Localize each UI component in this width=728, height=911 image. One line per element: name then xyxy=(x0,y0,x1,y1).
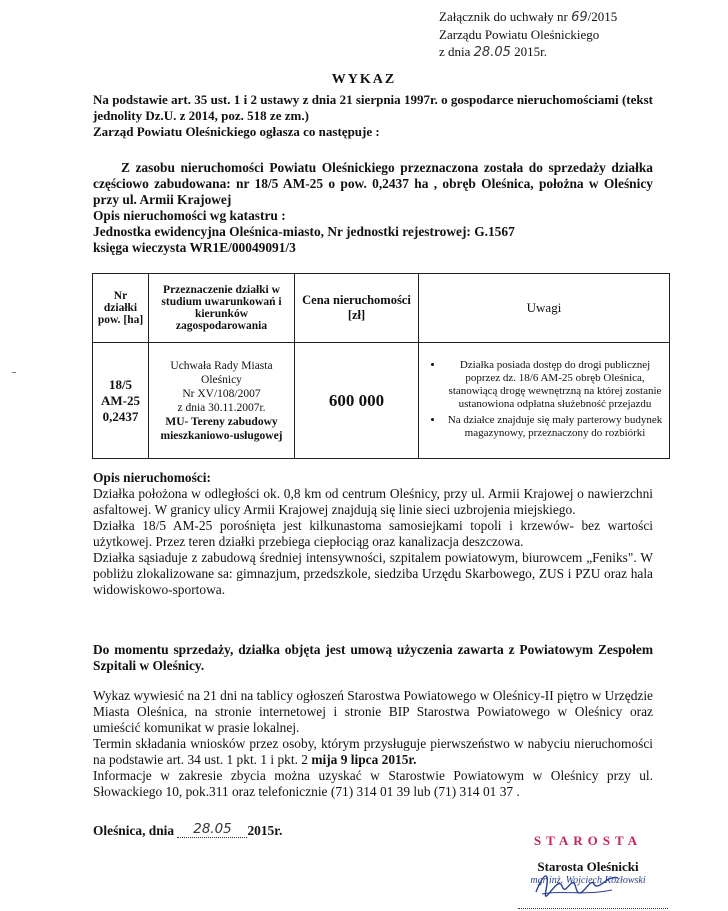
handwritten-signature xyxy=(532,866,622,900)
announcement-line: Zarząd Powiatu Oleśnickiego ogłasza co następuje : xyxy=(93,124,380,139)
cadastre-heading: Opis nieruchomości wg katastru : xyxy=(93,208,286,223)
legal-basis xyxy=(93,92,653,140)
header-plot: Nr działki pow. [ha] xyxy=(93,274,149,343)
deadline-paragraph: Termin składania wniosków przez osoby, którym przysługuje pierwszeństwo w nabyciu nieruchomości na podstawie art. 34 ust. 1 pkt. 1 i pkt. 2 mija 9 lipca 2015r. xyxy=(93,736,653,767)
stamp-person: mgr inż. Wojciech Kozłowski xyxy=(530,875,646,886)
table-header-row xyxy=(93,274,670,343)
property-description xyxy=(93,470,653,598)
attachment-header xyxy=(439,8,617,61)
description-paragraph: Działka położona w odległości ok. 0,8 km od centrum Oleśnicy, przy ul. Armii Krajowej o nawierzchni asfaltowej. W granicy ulicy Armii Krajowej znajdują się linie sieci uzbrojenia miejskiego. xyxy=(93,486,653,517)
place-and-date: Oleśnica, dnia 28.05 2015r. xyxy=(93,822,283,838)
deadline-date: mija 9 lipca 2015r. xyxy=(311,752,417,767)
note-item: • Działka posiada dostęp do drogi publicznej poprzez dz. 18/6 AM-25 obręb Oleśnica, stanowiącą drogę wewnętrzną na której zostanie ustanowiona odpłatna służebność przejazdu xyxy=(444,359,666,411)
land-register: księga wieczysta WR1E/00049091/3 xyxy=(93,240,296,255)
resolution-line: z dnia 30.11.2007r. xyxy=(177,401,266,414)
attachment-line-1: Załącznik do uchwały nr 69/2015 xyxy=(439,9,618,25)
notes-cell xyxy=(419,343,670,459)
resolution-line: Oleśnicy xyxy=(201,373,242,386)
signing-date-handwritten: 28.05 xyxy=(193,822,232,837)
posting-instructions xyxy=(93,688,653,800)
registration-unit: Jednostka ewidencyjna Oleśnica-miasto, Nr jednostki rejestrowej: G.1567 xyxy=(93,224,515,239)
property-table xyxy=(92,273,670,459)
zone-label: MU- Tereny zabudowy mieszkaniowo-usługowej xyxy=(160,415,283,442)
resolution-number-handwritten: 69 xyxy=(571,10,588,25)
plot-map: AM-25 xyxy=(101,392,140,408)
contact-paragraph: Informacje w zakresie zbycia można uzyskać w Starostwie Powiatowym w Oleśnicy przy ul. Słowackiego 10, pok.311 oraz telefonicznie (71) 314 01 39 lub (71) 314 01 37 . xyxy=(93,768,653,799)
legal-basis-text: Na podstawie art. 35 ust. 1 i 2 ustawy z dnia 21 sierpnia 1997r. o gospodarce nieruchomościami (tekst jednolity Dz.U. z 2014, poz. 518 ze zm.) xyxy=(93,92,653,123)
scan-mark xyxy=(12,372,16,373)
table-row xyxy=(93,343,670,459)
property-intro xyxy=(93,160,653,256)
description-heading: Opis nieruchomości: xyxy=(93,470,211,485)
attachment-line-2: Zarządu Powiatu Oleśnickiego xyxy=(439,27,600,42)
sale-statement: Z zasobu nieruchomości Powiatu Oleśnickiego przeznaczona została do sprzedaży działka częściowo zabudowana: nr 18/5 AM-25 o pow. 0,2437 ha , obręb Oleśnica, położna w Oleśnicy przy ul. Armii Krajowej xyxy=(93,160,653,207)
posting-paragraph: Wykaz wywiesić na 21 dni na tablicy ogłoszeń Starostwa Powiatowego w Oleśnicy-II piętro w Urzędzie Miasta Oleśnica, na stronie internetowej i stronie BIP Starostwa Powiatowego w Oleśnicy oraz umieścić komunikat w prasie lokalnej. xyxy=(93,688,653,735)
stamp-office: Starosta Oleśnicki xyxy=(537,859,639,874)
description-paragraph: Działka 18/5 AM-25 porośnięta jest kilkunastoma samosiejkami topoli i krzewów- bez wartości użytkowej. Przez teren działki przebiega ciepłociąg oraz kanalizacja deszczowa. xyxy=(93,518,653,549)
description-paragraph: Działka sąsiaduje z zabudową średniej intensywności, szpitalem powiatowym, biurowcem „Feniks". W pobliżu zlokalizowane sa: gimnazjum, przedszkole, siedziba Urzędu Skarbowego, ZUS i PZU oraz hala widowiskowo-sportowa. xyxy=(93,550,653,597)
plot-cell xyxy=(93,343,149,459)
resolution-line: Nr XV/108/2007 xyxy=(182,387,261,400)
notes-list xyxy=(422,359,666,440)
signature-line xyxy=(518,900,668,909)
plot-area: 0,2437 xyxy=(102,408,139,424)
header-notes: Uwagi xyxy=(419,274,670,343)
plot-number: 18/5 xyxy=(108,376,133,392)
price-cell: 600 000 xyxy=(295,343,419,459)
header-price: Cena nieruchomości [zł] xyxy=(295,274,419,343)
header-purpose: Przeznaczenie działki w studium uwarunkowań i kierunków zagospodarowania xyxy=(149,274,295,343)
note-item: • Na działce znajduje się mały parterowy budynek magazynowy, przeznaczony do rozbiórki xyxy=(444,414,666,440)
purpose-cell xyxy=(149,343,295,459)
resolution-date-handwritten: 28.05 xyxy=(473,45,511,60)
resolution-line: Uchwała Rady Miasta xyxy=(170,359,273,372)
document-title: WYKAZ xyxy=(331,72,397,87)
stamp-header: STAROSTA xyxy=(533,833,643,848)
loan-statement: Do momentu sprzedaży, działka objęta jest umową użyczenia zawarta z Powiatowym Zespołem Szpitali w Oleśnicy. xyxy=(93,642,653,673)
attachment-line-3: z dnia 28.05 2015r. xyxy=(439,44,547,60)
